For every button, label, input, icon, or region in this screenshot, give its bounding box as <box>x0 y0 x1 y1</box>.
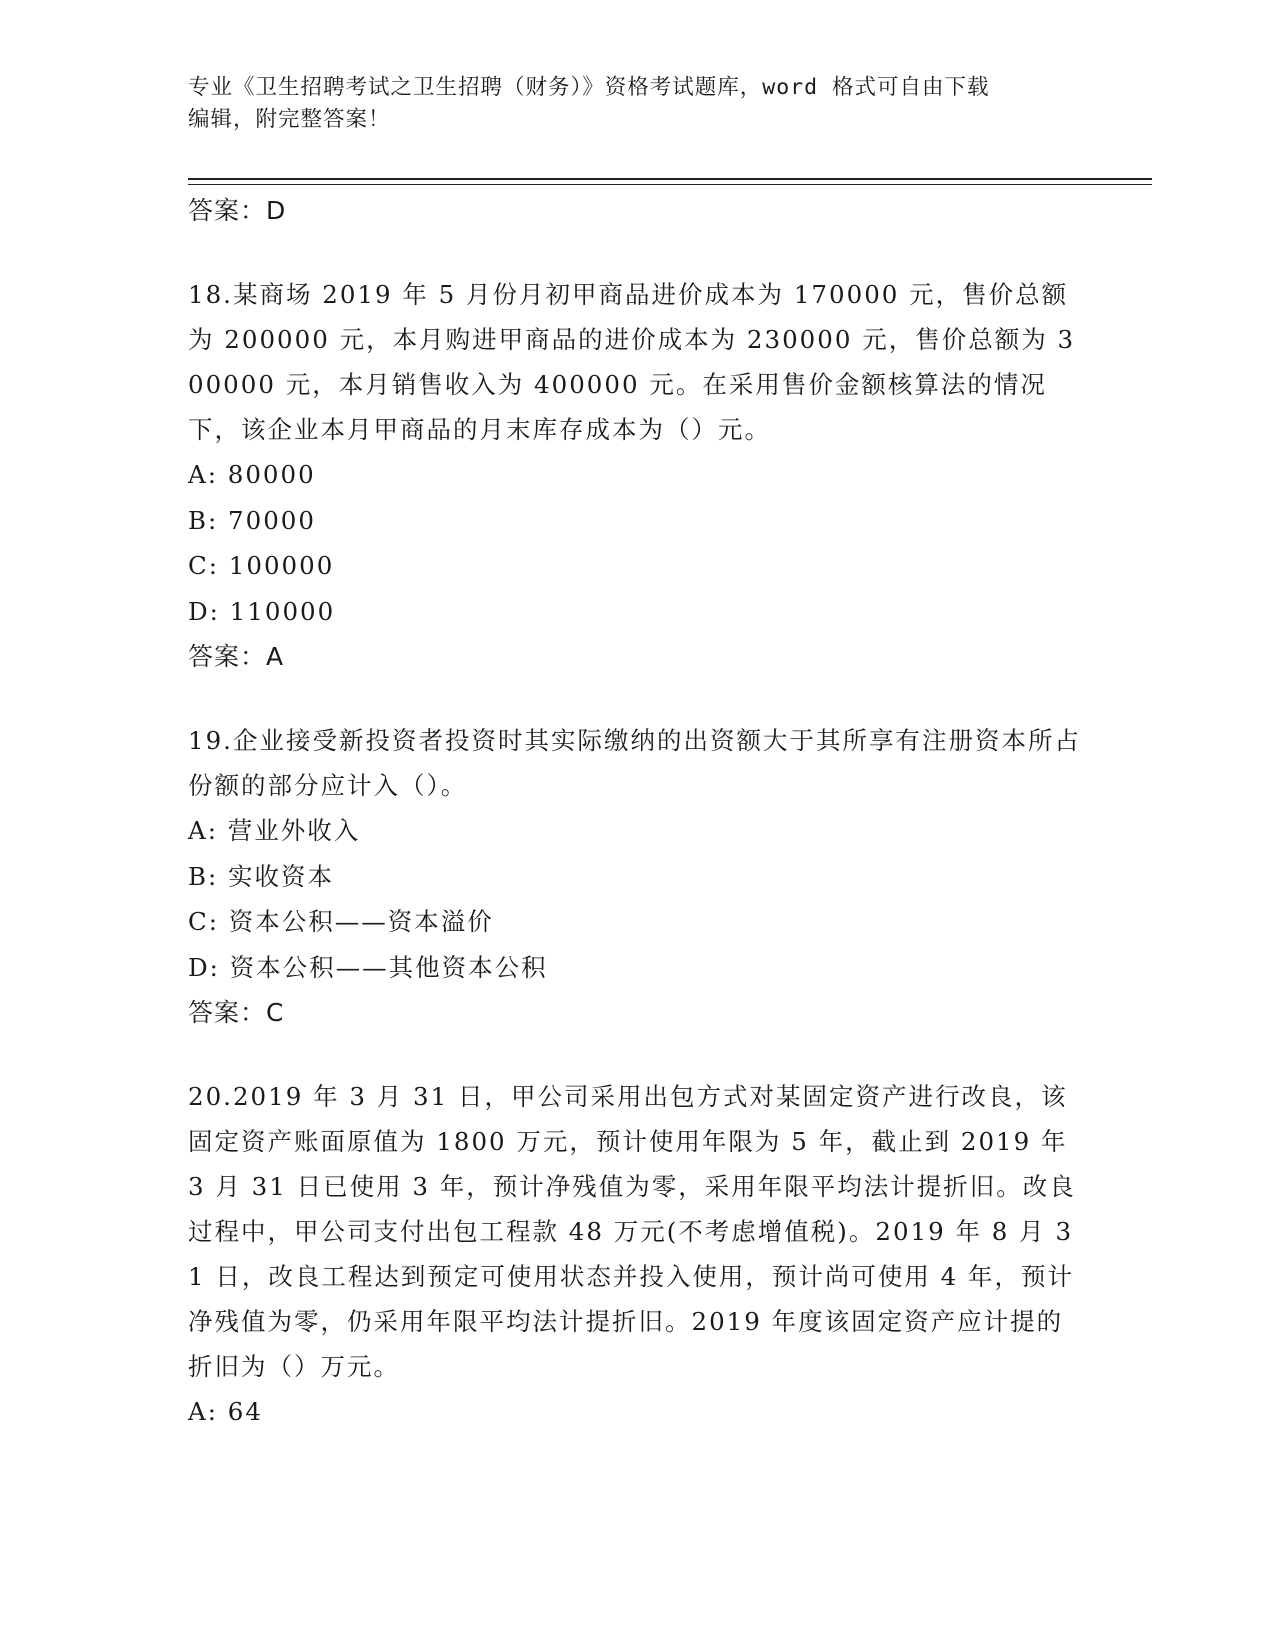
answer-label: 答案：D <box>188 196 287 225</box>
question-text: 20.2019 年 3 月 31 日，甲公司采用出包方式对某固定资产进行改良，该固定资产账面原值为 1800 万元，预计使用年限为 5 年，截止到 2019 年 3 月 31 日已使用 3 年，预计净残值为零，采用年限平均法计提折旧。改良过程中，甲公司支付出包工程款 48 万元(不考虑增值税)。2019 年 8 月 31 日，改良工程达到预定可使用状态并投入使用，预计尚可使用 4 年，预计净残值为零，仍采用年限平均法计提折旧。2019 年度该固定资产应计提的折旧为（）万元。 <box>188 1082 1076 1381</box>
header-line-1: 专业《卫生招聘考试之卫生招聘（财务）》资格考试题库，word 格式可自由下载 <box>188 75 990 100</box>
document-header <box>188 72 1088 136</box>
option-d: D: 资本公积——其他资本公积 <box>188 952 548 982</box>
option-b: B: 70000 <box>188 505 316 535</box>
question-19 <box>188 718 1088 1036</box>
question-text: 19.企业接受新投资者投资时其实际缴纳的出资额大于其所享有注册资本所占份额的部分应计入（）。 <box>188 726 1081 800</box>
option-a: A: 64 <box>188 1397 263 1426</box>
question-content <box>188 188 1088 1435</box>
answer-label: 答案：A <box>188 642 285 671</box>
option-d: D: 110000 <box>188 596 336 626</box>
option-c: C: 资本公积——资本溢价 <box>188 907 494 936</box>
answer-label: 答案：C <box>188 998 285 1027</box>
option-a: A: 营业外收入 <box>188 816 361 845</box>
option-b: B: 实收资本 <box>188 861 335 891</box>
question-20 <box>188 1074 1088 1435</box>
header-divider-thin <box>188 184 1152 185</box>
header-divider-thick <box>188 178 1152 180</box>
header-line-2: 编辑，附完整答案！ <box>188 107 391 132</box>
question-18 <box>188 272 1088 680</box>
option-a: A: 80000 <box>188 460 316 489</box>
option-c: C: 100000 <box>188 551 335 580</box>
question-text: 18.某商场 2019 年 5 月份月初甲商品进价成本为 170000 元，售价总额为 200000 元，本月购进甲商品的进价成本为 230000 元，售价总额为 300000 元，本月销售收入为 400000 元。在采用售价金额核算法的情况下，该企业本月甲商品的月末库存成本为（）元。 <box>188 280 1076 444</box>
